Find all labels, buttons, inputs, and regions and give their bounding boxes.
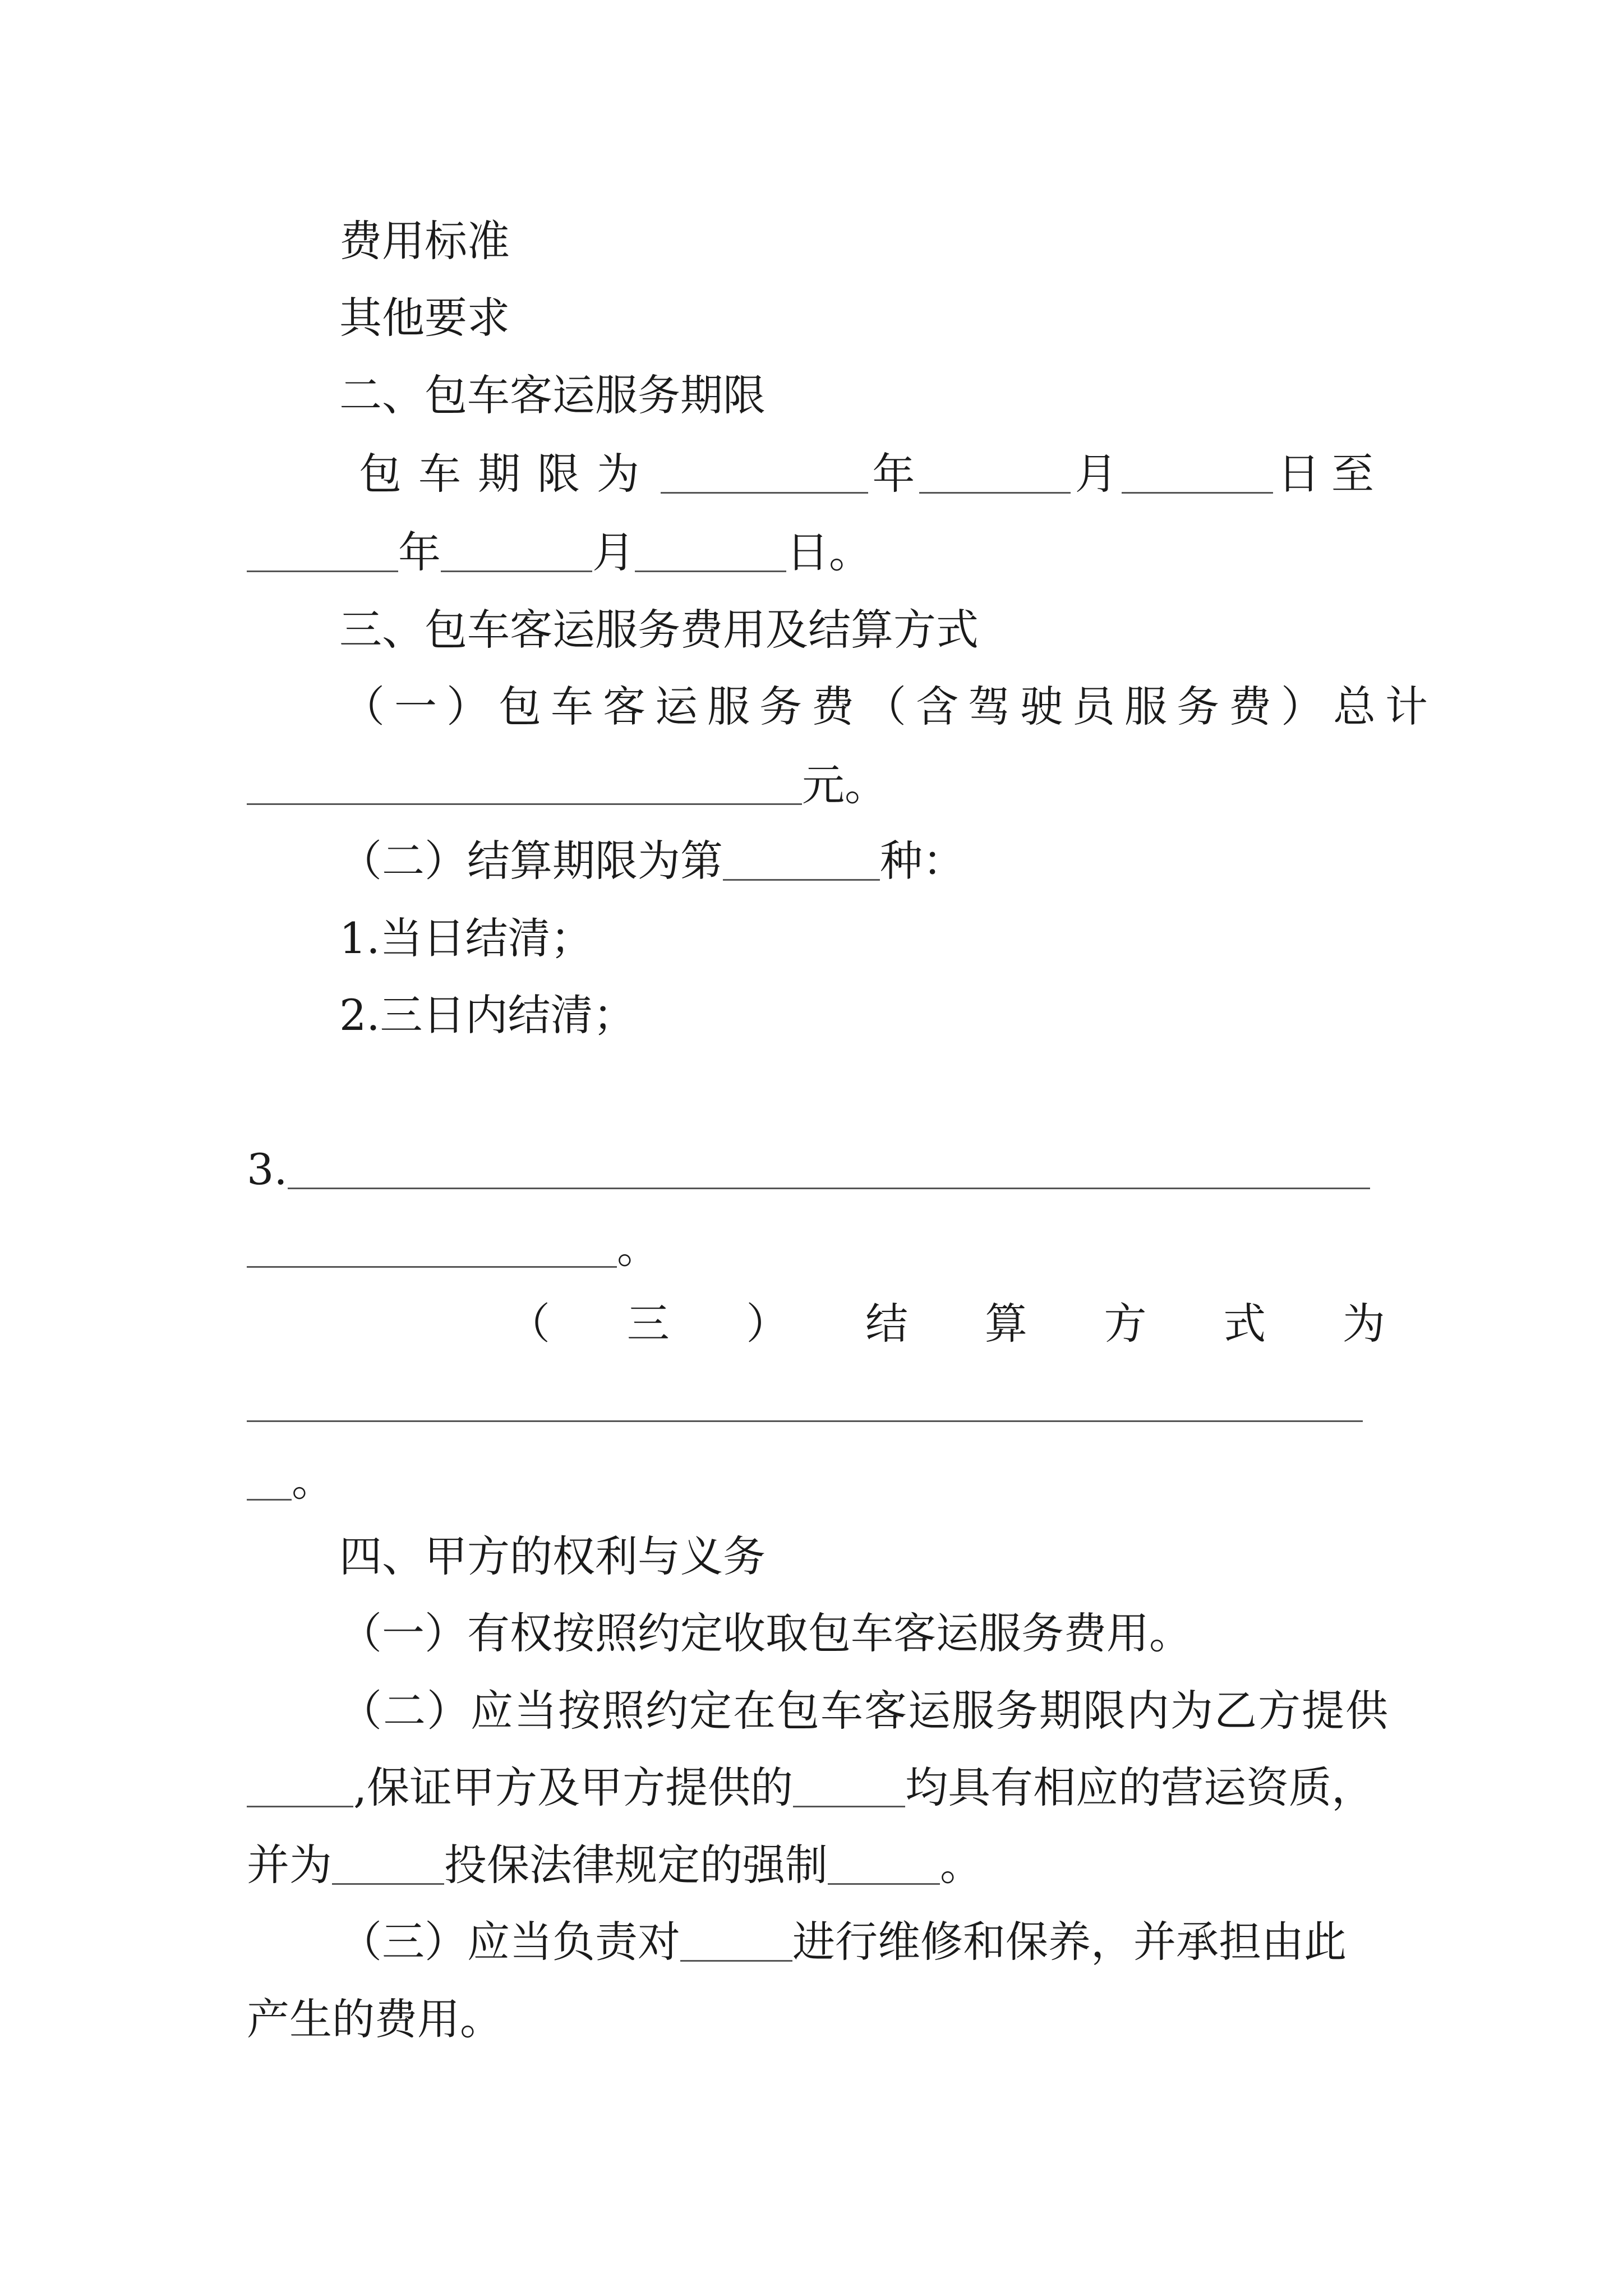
period-prefix: 包车期限为 [359, 449, 656, 499]
end-year-unit: 年 [398, 527, 441, 577]
maintenance-blank[interactable] [680, 1923, 792, 1962]
duty-2-line-3 [247, 1834, 1385, 1896]
duty-3-text-1b: 进行维修和保养，并承担由此 [792, 1917, 1347, 1967]
vehicle-blank[interactable] [247, 1769, 353, 1807]
start-month-blank[interactable] [919, 455, 1071, 494]
settle-method-char: ） [746, 1299, 789, 1349]
option-3-prefix: 3. [247, 1144, 288, 1194]
period-line-1 [359, 443, 1385, 505]
yuan-unit: 元。 [802, 760, 887, 810]
settle-period-blank[interactable] [723, 842, 880, 881]
option-3-continuation [247, 1217, 1385, 1279]
settle-method-line [508, 1293, 1385, 1355]
option-1-line [247, 908, 1385, 969]
end-day-blank[interactable] [635, 533, 786, 572]
settle-method-end-line [247, 1450, 1385, 1512]
settle-method-end: 。 [292, 1456, 334, 1506]
section-3-title: 三、包车客运服务费用及结算方式 [339, 605, 979, 655]
period-line-2 [247, 522, 1385, 583]
option-3-blank-2[interactable] [247, 1229, 617, 1268]
settle-period-suffix: 种： [880, 836, 965, 886]
option-1-text: 1.当日结清； [339, 913, 593, 963]
end-month-blank[interactable] [441, 533, 592, 572]
start-year-unit: 年 [872, 449, 915, 499]
fee-standard-line [247, 210, 1385, 272]
section-4-title: 四、甲方的权利与义务 [339, 1531, 766, 1581]
settle-method-char: 式 [1223, 1299, 1266, 1349]
settle-method-char: 算 [984, 1299, 1027, 1349]
option-3-line [247, 1139, 1385, 1200]
fee-total-amount-line [247, 754, 1385, 816]
duty-2-text-3c: 。 [940, 1840, 983, 1890]
duty-2-text-3b: 投保法律规定的强制 [444, 1840, 828, 1890]
insured-blank[interactable] [332, 1846, 444, 1885]
settle-method-char: 三 [626, 1299, 670, 1349]
fee-total-label: （一）包车客运服务费（含驾驶员服务费）总计 [342, 682, 1437, 731]
start-day-to: 日至 [1277, 449, 1385, 499]
fee-standard-label: 费用标准 [339, 216, 510, 266]
start-year-blank[interactable] [661, 455, 868, 494]
section-2-heading [247, 365, 1385, 426]
fee-total-line [342, 676, 1437, 738]
duty-3-text-2: 产生的费用。 [247, 1994, 502, 2044]
other-requirements-label: 其他要求 [339, 293, 510, 343]
settle-method-char: 为 [1342, 1299, 1385, 1349]
section-3-heading [247, 599, 1385, 661]
duty-2-text-1: （二）应当按照约定在包车客运服务期限内为乙方提供 [339, 1686, 1389, 1736]
duty-2-line-1 [339, 1680, 1389, 1742]
section-2-title: 二、包车客运服务期限 [339, 370, 766, 420]
duty-2-line-2 [247, 1757, 1385, 1819]
section-4-heading [247, 1526, 1385, 1588]
settle-method-blank[interactable] [247, 1383, 1363, 1422]
duty-3-line-2 [247, 1989, 1385, 2050]
provided-blank[interactable] [793, 1769, 905, 1807]
option-3-blank[interactable] [288, 1151, 1370, 1189]
other-requirements-line [247, 287, 1385, 349]
settle-method-char: 方 [1104, 1299, 1147, 1349]
right-1-text: （一）有权按照约定收取包车客运服务费用。 [339, 1608, 1192, 1658]
duty-3-text-1a: （三）应当负责对 [339, 1917, 680, 1967]
option-2-text: 2.三日内结清； [339, 990, 636, 1040]
option-2-line [247, 984, 1385, 1046]
end-month-unit: 月 [592, 527, 635, 577]
end-year-blank[interactable] [247, 533, 398, 572]
duty-2-text-2a: ,保证甲方及甲方提供的 [353, 1763, 794, 1812]
settle-method-blank-line [247, 1372, 1385, 1433]
settle-period-line [339, 830, 1385, 892]
duty-2-text-2b: 均具有相应的营运资质， [905, 1763, 1375, 1812]
option-3-end: 。 [617, 1223, 660, 1273]
duty-2-text-3a: 并为 [247, 1840, 332, 1890]
end-day-unit: 日。 [786, 527, 872, 577]
start-month-unit: 月 [1075, 449, 1118, 499]
insurance-type-blank[interactable] [828, 1846, 940, 1885]
start-day-blank[interactable] [1122, 455, 1273, 494]
settle-method-char: 结 [865, 1299, 909, 1349]
settle-period-prefix: （二）结算期限为第 [339, 836, 723, 886]
fee-total-amount-blank[interactable] [247, 766, 802, 805]
settle-method-blank-2[interactable] [247, 1462, 292, 1501]
duty-3-line-1 [339, 1911, 1385, 1973]
right-1-line [339, 1603, 1385, 1664]
settle-method-char: （ [508, 1299, 550, 1349]
